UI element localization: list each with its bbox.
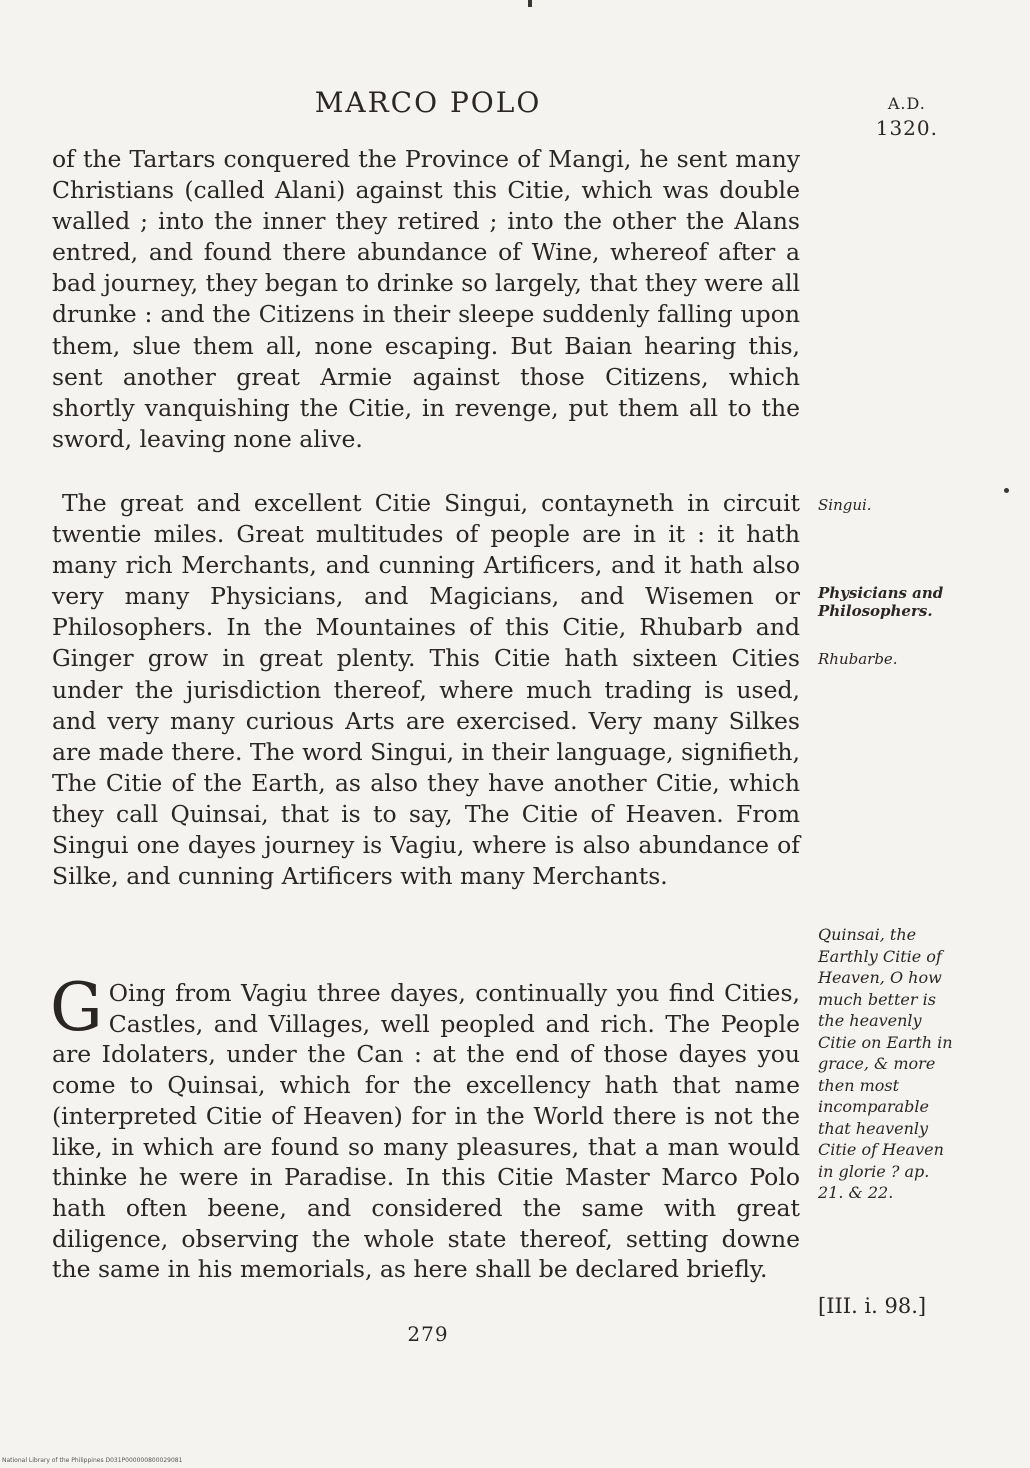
- year-value: 1320.: [875, 116, 938, 140]
- paragraph-tartars: of the Tartars conquered the Province of Mangi, he sent many Christians (called Alani) against this Citie, which was double walled ; into the inner they retired ; into the other the Alans entred, and found there abundance of Wine, whereof after a bad journey, they began to drinke so largely, that they were all drunke : and the Citizens in their sleepe suddenly falling upon them, slue them all, none escaping. But Baian hearing this, sent another great Armie against those Citizens, which shortly vanquishing the Citie, in revenge, put them all to the sword, leaving none alive.: [52, 145, 800, 453]
- scan-credit: National Library of the Philippines D031P000000800029081: [2, 1457, 183, 1464]
- drop-cap: G: [50, 969, 103, 1046]
- ink-mark: [528, 0, 532, 7]
- margin-note-physicians: Physicians and Philosophers.: [818, 584, 944, 620]
- margin-note-rhubarbe: Rhubarbe.: [818, 650, 898, 668]
- paragraph-quinsai-text: Oing from Vagiu three dayes, continually you find Cities, Castles, and Villages, well peopled and rich. The People are Idolaters, under the Can : at the end of those dayes you come to Quinsai, which for the excellency hath that name (interpreted Citie of Heaven) for in the World there is not the like, in which are found so many pleasures, that a man would thinke he were in Paradise. In this Citie Master Marco Polo hath often beene, and considered the same with great diligence, observing the whole state thereof, setting downe the same in his memorials, as here shall be declared briefly.: [52, 979, 800, 1284]
- ink-speck: [1004, 488, 1009, 493]
- year-marker: [876, 92, 938, 140]
- margin-note-quinsai: Quinsai, the Earthly Citie of Heaven, O how much better is the heavenly Citie on Earth in grace, & more then most incomparable that heavenly Citie of Heaven in glorie ? ap. 21. & 22.: [818, 925, 953, 1202]
- year-prefix: A.D.: [887, 94, 926, 113]
- page-number: 279: [407, 1322, 449, 1346]
- paragraph-singui: The great and excellent Citie Singui, contayneth in circuit twentie miles. Great multitudes of people are in it : it hath many rich Merchants, and cunning Artificers, and it hath also very many Physicians, and Magicians, and Wisemen or Philosophers. In the Mountaines of this Citie, Rhubarb and Ginger grow in great plenty. This Citie hath sixteen Cities under the jurisdiction thereof, where much trading is used, and very many curious Arts are exercised. Very many Silkes are made there. The word Singui, in their language, signifieth, The Citie of the Earth, as also they have another Citie, which they call Quinsai, that is to say, The Citie of Heaven. From Singui one dayes journey is Vagiu, where is also abundance of Silke, and cunning Artificers with many Merchants.: [52, 489, 800, 891]
- running-title: MARCO POLO: [314, 86, 542, 119]
- margin-note-singui: Singui.: [818, 496, 872, 514]
- paragraph-quinsai: [50, 969, 800, 1285]
- margin-reference: [III. i. 98.]: [818, 1294, 927, 1318]
